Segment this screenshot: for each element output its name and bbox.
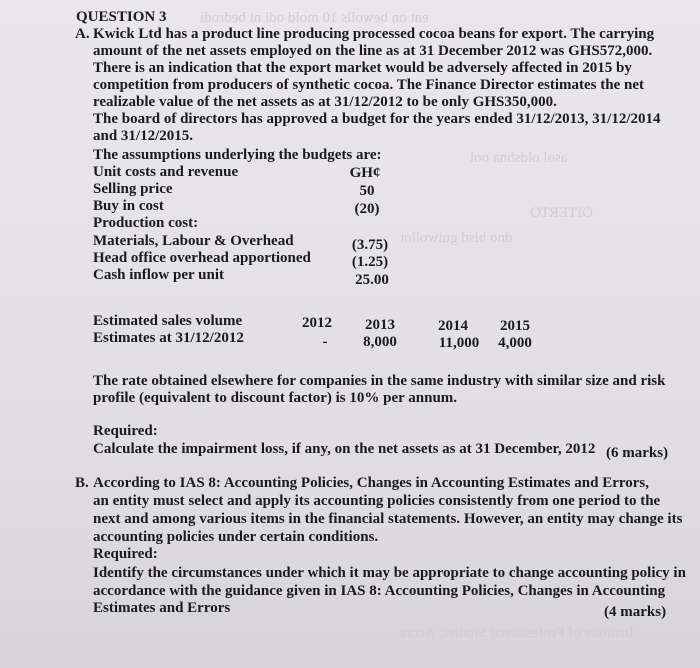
question-title: QUESTION 3 bbox=[76, 9, 167, 25]
bleed-through-text-3: OITERTO bbox=[530, 205, 593, 221]
year-2013: 2013 bbox=[365, 317, 395, 333]
production-cost-label: Production cost: bbox=[93, 215, 199, 231]
bleed-through-text-1: ent on bewolls 10 mold odi ni bedrodi bbox=[200, 10, 429, 26]
materials-label: Materials, Labour & Overhead bbox=[93, 233, 294, 249]
volume-2013: 8,000 bbox=[363, 334, 397, 350]
volume-2012: - bbox=[322, 334, 328, 350]
year-2012: 2012 bbox=[302, 315, 332, 331]
buy-cost-value: (20) bbox=[354, 201, 380, 217]
head-office-value: (1.25) bbox=[351, 254, 389, 270]
part-b-line1 bbox=[93, 476, 649, 491]
selling-price-label: Selling price bbox=[93, 181, 173, 197]
part-a-para1-line3: There is an indication that the export market would be adversely affected in 2015 by bbox=[93, 60, 632, 76]
volume-2015: 4,000 bbox=[498, 335, 532, 351]
rate-text-line2: profile (equivalent to discount factor) is 10% per annum. bbox=[93, 390, 458, 406]
bleed-through-text-5: Institute of Professional Studies, Accra bbox=[400, 625, 634, 641]
buy-cost-label: Buy in cost bbox=[93, 198, 164, 214]
part-b-req-line3: Estimates and Errors bbox=[93, 600, 231, 616]
unit-costs-header: Unit costs and revenue bbox=[93, 164, 239, 180]
part-a-para1-line4: competition from producers of synthetic cocoa. The Finance Director estimates the net bbox=[93, 77, 645, 93]
cash-inflow-label: Cash inflow per unit bbox=[93, 267, 225, 283]
part-b-label: B. bbox=[75, 475, 89, 491]
year-2014: 2014 bbox=[438, 318, 468, 334]
materials-value: (3.75) bbox=[351, 237, 389, 253]
estimates-label: Estimates at 31/12/2012 bbox=[93, 330, 244, 346]
part-b-line3: next and among various items in the financial statements. However, an entity may change its bbox=[93, 511, 683, 527]
bleed-through-text-4: dno bisd guiwollot bbox=[400, 230, 513, 246]
part-b-req-line2-pre: accordance with the guidance given in bbox=[93, 583, 341, 599]
part-a-para2-line1: The board of directors has approved a budget for the years ended 31/12/2013, 31/12/2014 bbox=[93, 111, 661, 127]
part-a-required-label: Required: bbox=[93, 423, 158, 439]
part-b-req-line1: Identify the circumstances under which it may be appropriate to change accounting policy in bbox=[93, 565, 686, 581]
sales-volume-label: Estimated sales volume bbox=[93, 313, 243, 329]
part-a-label: A. bbox=[75, 26, 90, 42]
part-b-req-line2-bold: IAS 8: Accounting Policies, Changes in Accounting bbox=[340, 583, 666, 599]
part-a-para1-line1: Kwick Ltd has a product line producing processed cocoa beans for export. The carrying bbox=[93, 26, 655, 42]
currency-header: GH¢ bbox=[349, 165, 381, 181]
part-b-line2: an entity must select and apply its accounting policies consistently from one period to the bbox=[93, 493, 661, 509]
rate-text-line1: The rate obtained elsewhere for companies in the same industry with similar size and risk bbox=[93, 373, 666, 389]
year-2015: 2015 bbox=[500, 318, 530, 334]
part-b-marks: (4 marks) bbox=[604, 604, 667, 620]
part-b-line4: accounting policies under certain conditions. bbox=[93, 529, 379, 545]
volume-2014: 11,000 bbox=[438, 335, 480, 351]
part-a-required-text: Calculate the impairment loss, if any, on the net assets as at 31 December, 2012 bbox=[93, 441, 596, 457]
cash-inflow-value: 25.00 bbox=[355, 272, 389, 288]
part-a-para2-line2: and 31/12/2015. bbox=[93, 128, 194, 144]
head-office-label: Head office overhead apportioned bbox=[93, 250, 311, 266]
selling-price-value: 50 bbox=[359, 183, 375, 199]
part-a-para1-line5: realizable value of the net assets as at 31/12/2012 to be only GHS350,000. bbox=[93, 94, 557, 110]
part-a-marks: (6 marks) bbox=[606, 445, 669, 461]
bleed-through-text-2: asol oldsbna ool bbox=[470, 150, 568, 166]
part-b-required-label: Required: bbox=[93, 546, 158, 562]
part-b-line1-pre: According to bbox=[93, 475, 180, 491]
assumptions-intro: The assumptions underlying the budgets are: bbox=[93, 147, 382, 163]
part-b-req-line2 bbox=[93, 584, 665, 599]
part-b-line1-bold: IAS 8: Accounting Policies, Changes in Accounting Estimates and Errors, bbox=[179, 475, 649, 491]
part-a-para1-line2: amount of the net assets employed on the line as at 31 December 2012 was GHS572,000. bbox=[93, 43, 653, 59]
